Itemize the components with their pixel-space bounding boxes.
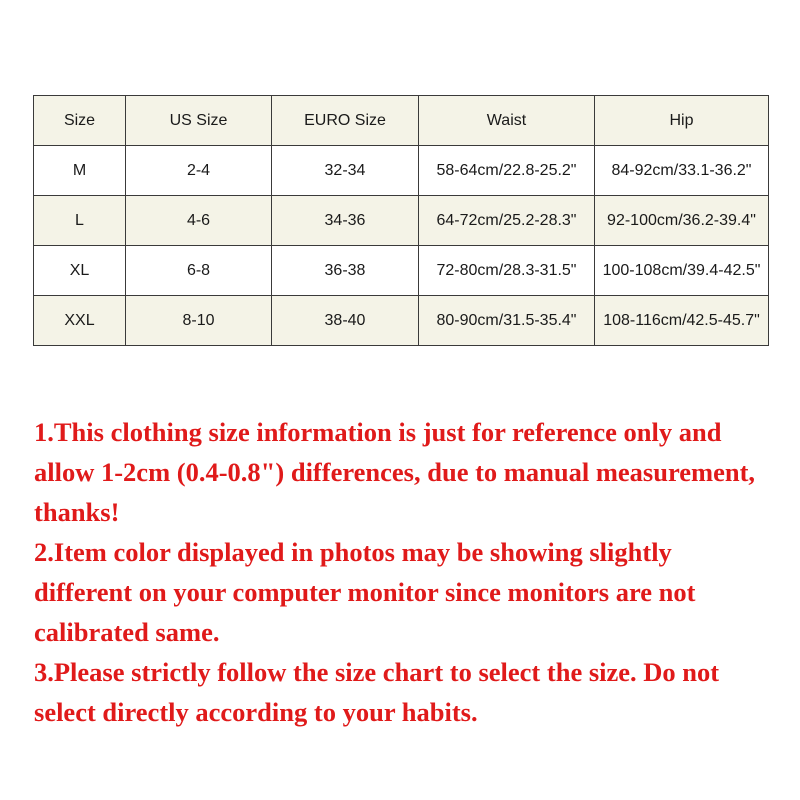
- cell-us-size: 6-8: [126, 246, 272, 296]
- header-size: Size: [34, 96, 126, 146]
- cell-waist: 72-80cm/28.3-31.5": [419, 246, 595, 296]
- size-chart-table: [33, 95, 769, 346]
- table-row: [34, 246, 769, 296]
- cell-waist: 80-90cm/31.5-35.4": [419, 296, 595, 346]
- cell-euro-size: 36-38: [272, 246, 419, 296]
- cell-size: XXL: [34, 296, 126, 346]
- header-us-size: US Size: [126, 96, 272, 146]
- table-row: [34, 196, 769, 246]
- cell-hip: 100-108cm/39.4-42.5": [595, 246, 769, 296]
- cell-hip: 108-116cm/42.5-45.7": [595, 296, 769, 346]
- note-reference: 1.This clothing size information is just for reference only and allow 1-2cm (0.4-0.8") differences, due to manual measurement, thanks!: [34, 417, 756, 527]
- cell-euro-size: 32-34: [272, 146, 419, 196]
- cell-waist: 58-64cm/22.8-25.2": [419, 146, 595, 196]
- cell-hip: 84-92cm/33.1-36.2": [595, 146, 769, 196]
- table-row: [34, 296, 769, 346]
- cell-size: M: [34, 146, 126, 196]
- cell-size: L: [34, 196, 126, 246]
- cell-us-size: 4-6: [126, 196, 272, 246]
- cell-size: XL: [34, 246, 126, 296]
- header-waist: Waist: [419, 96, 595, 146]
- cell-euro-size: 34-36: [272, 196, 419, 246]
- table-header-row: [34, 96, 769, 146]
- cell-waist: 64-72cm/25.2-28.3": [419, 196, 595, 246]
- note-follow-chart: 3.Please strictly follow the size chart to select the size. Do not select directly according to your habits.: [34, 657, 720, 727]
- cell-hip: 92-100cm/36.2-39.4": [595, 196, 769, 246]
- table-row: [34, 146, 769, 196]
- cell-euro-size: 38-40: [272, 296, 419, 346]
- cell-us-size: 8-10: [126, 296, 272, 346]
- header-euro-size: EURO Size: [272, 96, 419, 146]
- size-notes: [34, 412, 774, 732]
- cell-us-size: 2-4: [126, 146, 272, 196]
- note-color: 2.Item color displayed in photos may be showing slightly different on your computer monitor since monitors are not calibrated same.: [34, 537, 696, 647]
- header-hip: Hip: [595, 96, 769, 146]
